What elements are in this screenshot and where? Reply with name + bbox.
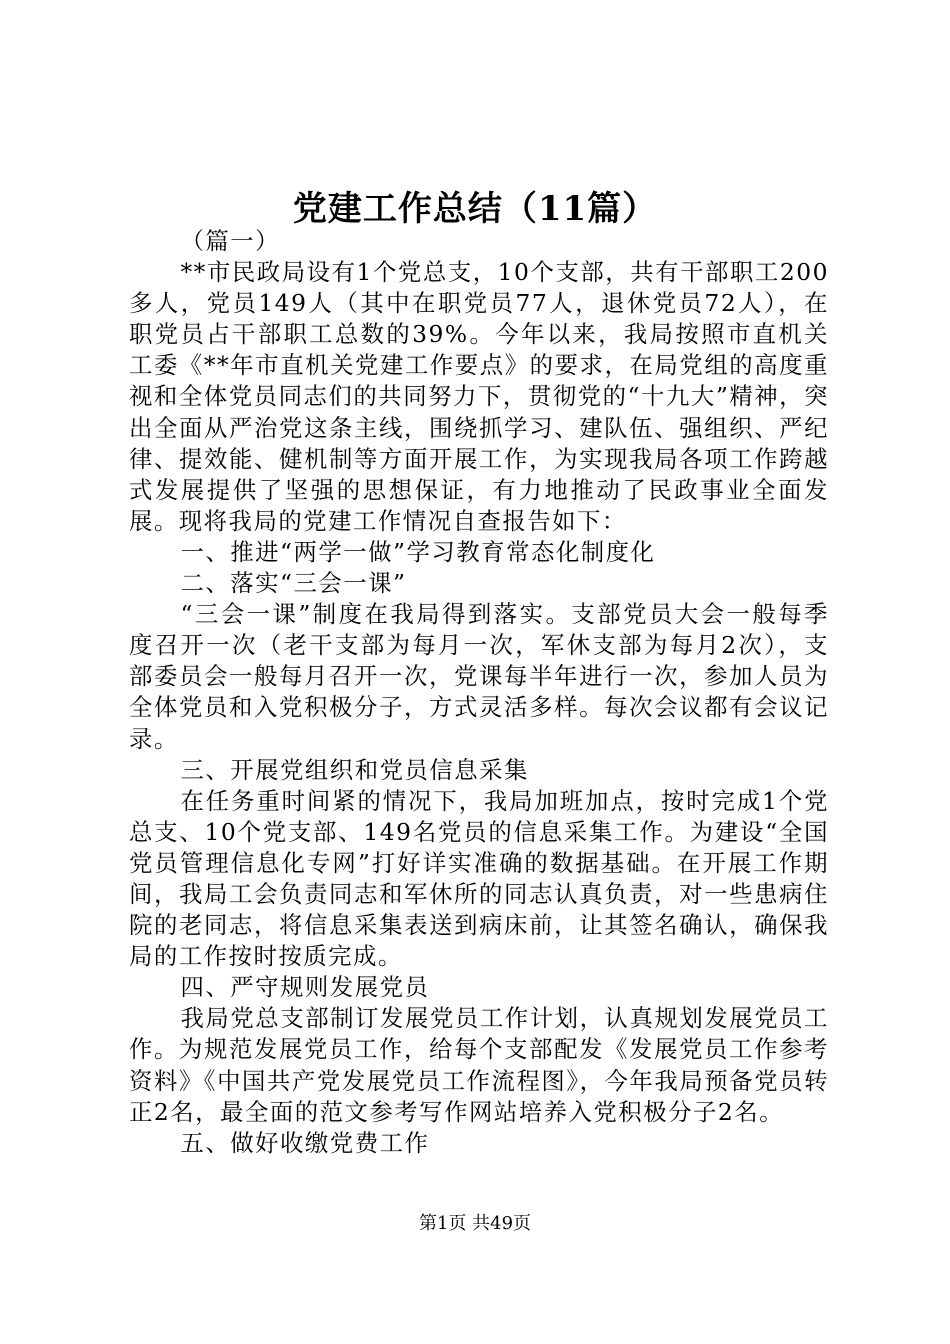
section-heading: 三、开展党组织和党员信息采集 [180, 755, 529, 784]
section-heading: 二、落实“三会一课” [180, 569, 407, 598]
section-heading: 五、做好收缴党费工作 [180, 1128, 430, 1157]
document-title: 党建工作总结（11篇） [292, 189, 658, 229]
body-paragraph: 在任务重时间紧的情况下，我局加班加点，按时完成1个党总支、10个党支部、149名党员的信息采集工作。为建设“全国党员管理信息化专网”打好详实准确的数据基础。在开展工作期间，我局工会负责同志和军休所的同志认真负责，对一些患病住院的老同志，将信息采集表送到病床前，让其签名确认，确保我局的工作按时按质完成。 [129, 786, 829, 971]
section-heading: （篇一） [180, 227, 281, 255]
page-footer: 第1页 共49页 [418, 1213, 532, 1234]
section-heading: 一、推进“两学一做”学习教育常态化制度化 [180, 537, 656, 566]
body-paragraph: **市民政局设有1个党总支，10个支部，共有干部职工200多人，党员149人（其中在职党员77人，退休党员72人），在职党员占干部职工总数的39%。今年以来，我局按照市直机关工委《**年市直机关党建工作要点》的要求，在局党组的高度重视和全体党员同志们的共同努力下，贯彻党的“十九大”精神，突出全面从严治党这条主线，围绕抓学习、建队伍、强组织、严纪律、提效能、健机制等方面开展工作，为实现我局各项工作跨越式发展提供了坚强的思想保证，有力地推动了民政事业全面发展。现将我局的党建工作情况自查报告如下： [129, 258, 829, 535]
body-paragraph: “三会一课”制度在我局得到落实。支部党员大会一般每季度召开一次（老干支部为每月一次，军休支部为每月2次），支部委员会一般每月召开一次，党课每半年进行一次，参加人员为全体党员和入党积极分子，方式灵活多样。每次会议都有会议记录。 [129, 600, 829, 753]
document-body [129, 226, 829, 1159]
body-paragraph: 我局党总支部制订发展党员工作计划，认真规划发展党员工作。为规范发展党员工作，给每个支部配发《发展党员工作参考资料》《中国共产党发展党员工作流程图》，今年我局预备党员转正2名，最全面的范文参考写作网站培养入党积极分子2名。 [129, 1004, 829, 1126]
section-heading: 四、严守规则发展党员 [180, 973, 430, 1002]
